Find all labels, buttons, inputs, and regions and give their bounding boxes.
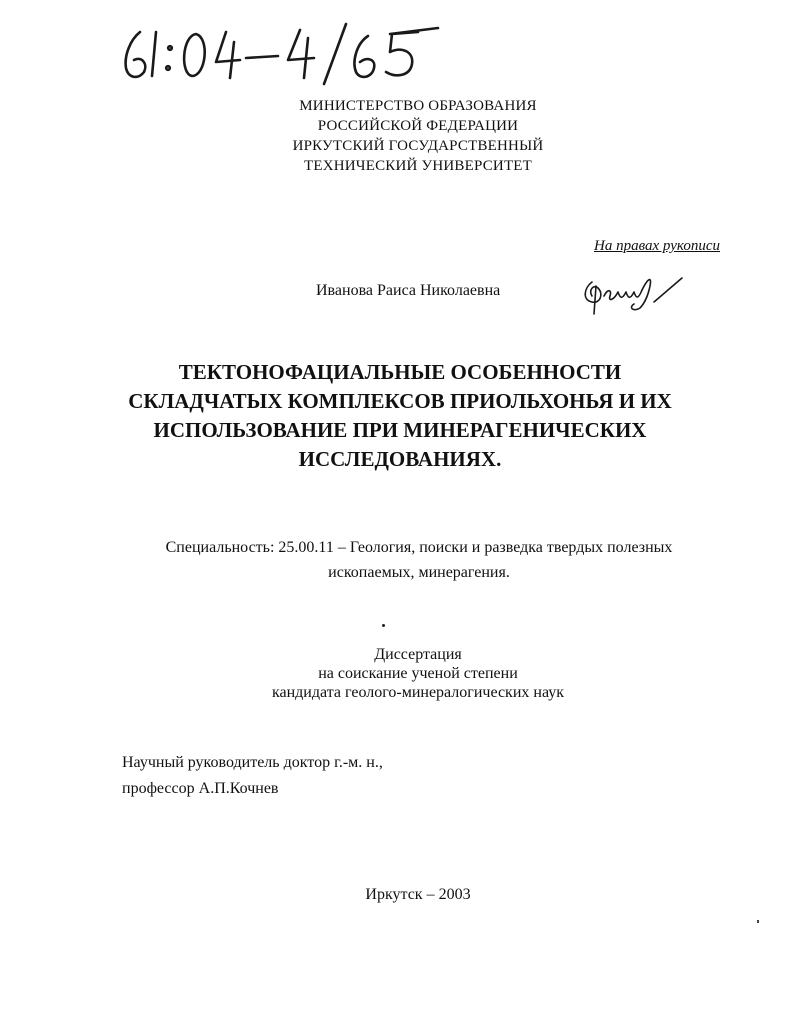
author-signature	[578, 268, 688, 320]
supervisor-line: Научный руководитель доктор г.-м. н.,	[122, 754, 383, 771]
degree-block	[200, 645, 636, 702]
specialty-block	[110, 535, 728, 585]
ministry-line: ТЕХНИЧЕСКИЙ УНИВЕРСИТЕТ	[303, 158, 533, 174]
ministry-line: РОССИЙСКОЙ ФЕДЕРАЦИИ	[317, 118, 519, 134]
ministry-header	[200, 96, 636, 176]
author-name: Иванова Раиса Николаевна	[316, 282, 501, 299]
degree-line: кандидата геолого-минералогических наук	[271, 684, 565, 701]
supervisor-line: профессор А.П.Кочнев	[122, 780, 279, 797]
city-year: Иркутск – 2003	[365, 886, 471, 903]
ministry-line: МИНИСТЕРСТВО ОБРАЗОВАНИЯ	[299, 98, 537, 114]
signature-drawing	[578, 268, 688, 320]
rights-note: На правах рукописи	[594, 238, 720, 254]
degree-line: на соискание ученой степени	[318, 665, 518, 682]
handwritten-archive-code	[118, 18, 458, 88]
specialty-line: ископаемых, минерагения.	[328, 564, 510, 581]
handwritten-code-drawing	[118, 18, 458, 88]
supervisor-block	[122, 750, 383, 802]
degree-line: Диссертация	[374, 646, 462, 663]
title-line: ИССЛЕДОВАНИЯХ.	[298, 447, 502, 471]
title-line: ТЕКТОНОФАЦИАЛЬНЫЕ ОСОБЕННОСТИ	[178, 360, 622, 384]
specialty-line: Специальность: 25.00.11 – Геология, поиски и разведка твердых полезных	[165, 539, 673, 556]
title-line: ИСПОЛЬЗОВАНИЕ ПРИ МИНЕРАГЕНИЧЕСКИХ	[153, 418, 647, 442]
scan-speck	[757, 920, 759, 923]
dissertation-title	[110, 358, 690, 474]
ministry-line: ИРКУТСКИЙ ГОСУДАРСТВЕННЫЙ	[292, 138, 544, 154]
title-line: СКЛАДЧАТЫХ КОМПЛЕКСОВ ПРИОЛЬХОНЬЯ И ИХ	[128, 389, 672, 413]
scan-dot	[382, 624, 385, 627]
